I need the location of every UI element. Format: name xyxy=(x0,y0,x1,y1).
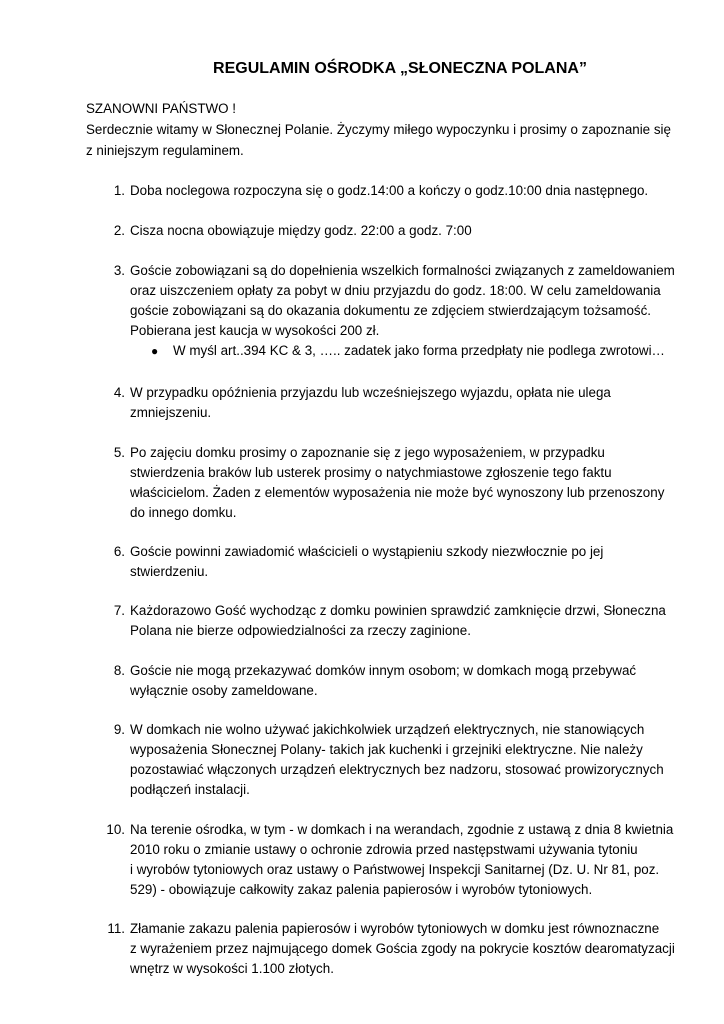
rule-line: Na terenie ośrodka, w tym - w domkach i na werandach, zgodnie z ustawą z dnia 8 kwietnia xyxy=(130,822,674,837)
rule-line: Po zajęciu domku prosimy o zapoznanie się z jego wyposażeniem, w przypadku xyxy=(130,445,605,460)
rule-text xyxy=(130,443,700,523)
rule-line: Pobierana jest kaucja w wysokości 200 zł. xyxy=(130,323,380,338)
document-title: REGULAMIN OŚRODKA „SŁONECZNA POLANA” xyxy=(213,60,587,77)
rule-line: z wyrażeniem przez najmującego domek Gościa zgody na pokrycie kosztów dearomatyzacji xyxy=(130,941,675,956)
intro-line: Serdecznie witamy w Słonecznej Polanie. Życzymy miłego wypoczynku i prosimy o zapoznanie się xyxy=(86,122,671,137)
rule-line: Doba noclegowa rozpoczyna się o godz.14:00 a kończy o godz.10:00 dnia następnego. xyxy=(130,183,649,198)
rule-line: Cisza nocna obowiązuje między godz. 22:00 a godz. 7:00 xyxy=(130,223,472,238)
rule-text xyxy=(130,383,700,423)
rule-line: i wyrobów tytoniowych oraz ustawy o Państwowej Inspekcji Sanitarnej (Dz. U. Nr 81, poz. xyxy=(130,862,660,877)
rule-line: do innego domku. xyxy=(130,505,237,520)
rule-number: 3. xyxy=(113,263,125,278)
intro-line: z niniejszym regulaminem. xyxy=(86,143,244,158)
rule-number: 10. xyxy=(106,822,125,837)
rule-number: 9. xyxy=(113,722,125,737)
bullet-item xyxy=(130,341,700,361)
rule-line: Każdorazowo Gość wychodząc z domku powinien sprawdzić zamknięcie drzwi, Słoneczna xyxy=(130,603,666,618)
bullet-dot-icon: ● xyxy=(151,344,159,358)
rule-line: 2010 roku o zmianie ustawy o ochronie zdrowia przed następstwami używania tytoniu xyxy=(130,842,638,857)
greeting: SZANOWNI PAŃSTWO ! xyxy=(86,101,237,116)
rule-text xyxy=(130,261,700,361)
rule-line: oraz uiszczeniem opłaty za pobyt w dniu przyjazdu do godz. 18:00. W celu zameldowania xyxy=(130,283,661,298)
rule-line: Złamanie zakazu palenia papierosów i wyrobów tytoniowych w domku jest równoznaczne xyxy=(130,921,660,936)
rule-number: 2. xyxy=(113,223,125,238)
rule-number: 6. xyxy=(113,544,125,559)
rule-number: 8. xyxy=(113,663,125,678)
rule-number: 1. xyxy=(113,183,125,198)
rule-line: stwierdzenia braków lub usterek prosimy o natychmiastowe zgłoszenie tego faktu xyxy=(130,465,612,480)
rule-text xyxy=(130,720,700,800)
rule-line: Polana nie bierze odpowiedzialności za rzeczy zaginione. xyxy=(130,623,471,638)
rule-text xyxy=(130,542,700,582)
rule-line: Goście zobowiązani są do dopełnienia wszelkich formalności związanych z zameldowaniem xyxy=(130,263,675,278)
rule-text xyxy=(130,661,700,701)
rule-line: Goście nie mogą przekazywać domków innym osobom; w domkach mogą przebywać xyxy=(130,663,637,678)
rule-line: Goście powinni zawiadomić właścicieli o wystąpieniu szkody niezwłocznie po jej xyxy=(130,544,604,559)
rule-line: W przypadku opóźnienia przyjazdu lub wcześniejszego wyjazdu, opłata nie ulega xyxy=(130,385,611,400)
rule-line: W domkach nie wolno używać jakichkolwiek urządzeń elektrycznych, nie stanowiących xyxy=(130,722,645,737)
rule-number: 5. xyxy=(113,445,125,460)
rule-line: wnętrz w wysokości 1.100 złotych. xyxy=(130,961,334,976)
rule-line: pozostawiać włączonych urządzeń elektrycznych bez nadzoru, stosować prowizorycznych xyxy=(130,762,664,777)
rule-text xyxy=(130,601,700,641)
rule-line: podłączeń instalacji. xyxy=(130,782,250,797)
rule-text xyxy=(130,221,700,241)
rule-text xyxy=(130,181,700,201)
rule-number: 7. xyxy=(113,603,125,618)
rule-number: 11. xyxy=(107,921,125,936)
intro xyxy=(86,98,686,161)
rule-number: 4. xyxy=(113,385,125,400)
rule-line: goście zobowiązani są do okazania dokumentu ze zdjęciem stwierdzającym tożsamość. xyxy=(130,303,651,318)
rule-text xyxy=(130,919,700,979)
rule-line: wyłącznie osoby zameldowane. xyxy=(130,683,318,698)
rule-line: wyposażenia Słonecznej Polany- takich jak kuchenki i grzejniki elektryczne. Nie należy xyxy=(130,742,643,757)
rule-line: zmniejszeniu. xyxy=(130,405,212,420)
bullet-text: W myśl art..394 KC & 3, ….. zadatek jako forma przedpłaty nie podlega zwrotowi… xyxy=(173,343,665,358)
rule-line: właścicielom. Żaden z elementów wyposażenia nie może być wynoszony lub przenoszony xyxy=(130,485,665,500)
rule-line: stwierdzeniu. xyxy=(130,564,209,579)
rule-line: 529) - obowiązuje całkowity zakaz palenia papierosów i wyrobów tytoniowych. xyxy=(130,882,593,897)
rule-text xyxy=(130,820,700,900)
